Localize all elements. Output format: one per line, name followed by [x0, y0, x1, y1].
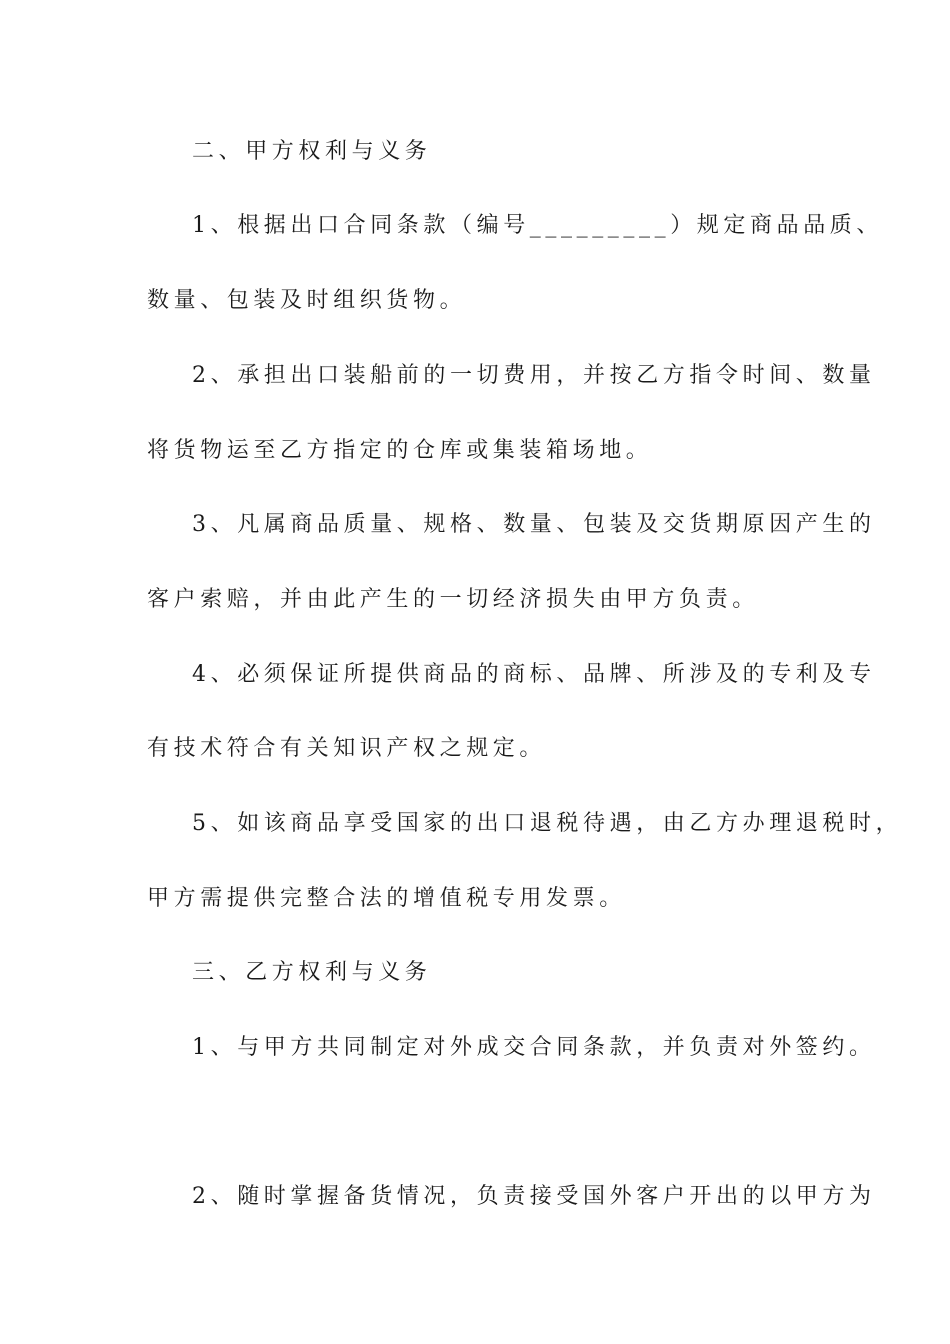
paragraph-line: 有技术符合有关知识产权之规定。 — [147, 736, 547, 761]
paragraph-line: 将货物运至乙方指定的仓库或集装箱场地。 — [147, 438, 653, 463]
paragraph-line: 3、凡属商品质量、规格、数量、包装及交货期原因产生的 — [192, 512, 876, 537]
paragraph-line: 1、根据出口合同条款（编号_________）规定商品品质、 — [192, 213, 883, 238]
paragraph-line: 2、随时掌握备货情况，负责接受国外客户开出的以甲方为 — [192, 1184, 876, 1209]
section-heading-party-b: 三、乙方权利与义务 — [192, 960, 432, 985]
paragraph-line: 4、必须保证所提供商品的商标、品牌、所涉及的专利及专 — [192, 662, 876, 687]
paragraph-line: 1、与甲方共同制定对外成交合同条款，并负责对外签约。 — [192, 1035, 876, 1060]
paragraph-line: 5、如该商品享受国家的出口退税待遇，由乙方办理退税时， — [192, 811, 903, 836]
paragraph-line: 甲方需提供完整合法的增值税专用发票。 — [147, 886, 626, 911]
paragraph-line: 数量、包装及时组织货物。 — [147, 288, 467, 313]
paragraph-line: 2、承担出口装船前的一切费用，并按乙方指令时间、数量 — [192, 363, 876, 388]
section-heading-party-a: 二、甲方权利与义务 — [192, 139, 432, 164]
paragraph-line: 客户索赔，并由此产生的一切经济损失由甲方负责。 — [147, 587, 759, 612]
